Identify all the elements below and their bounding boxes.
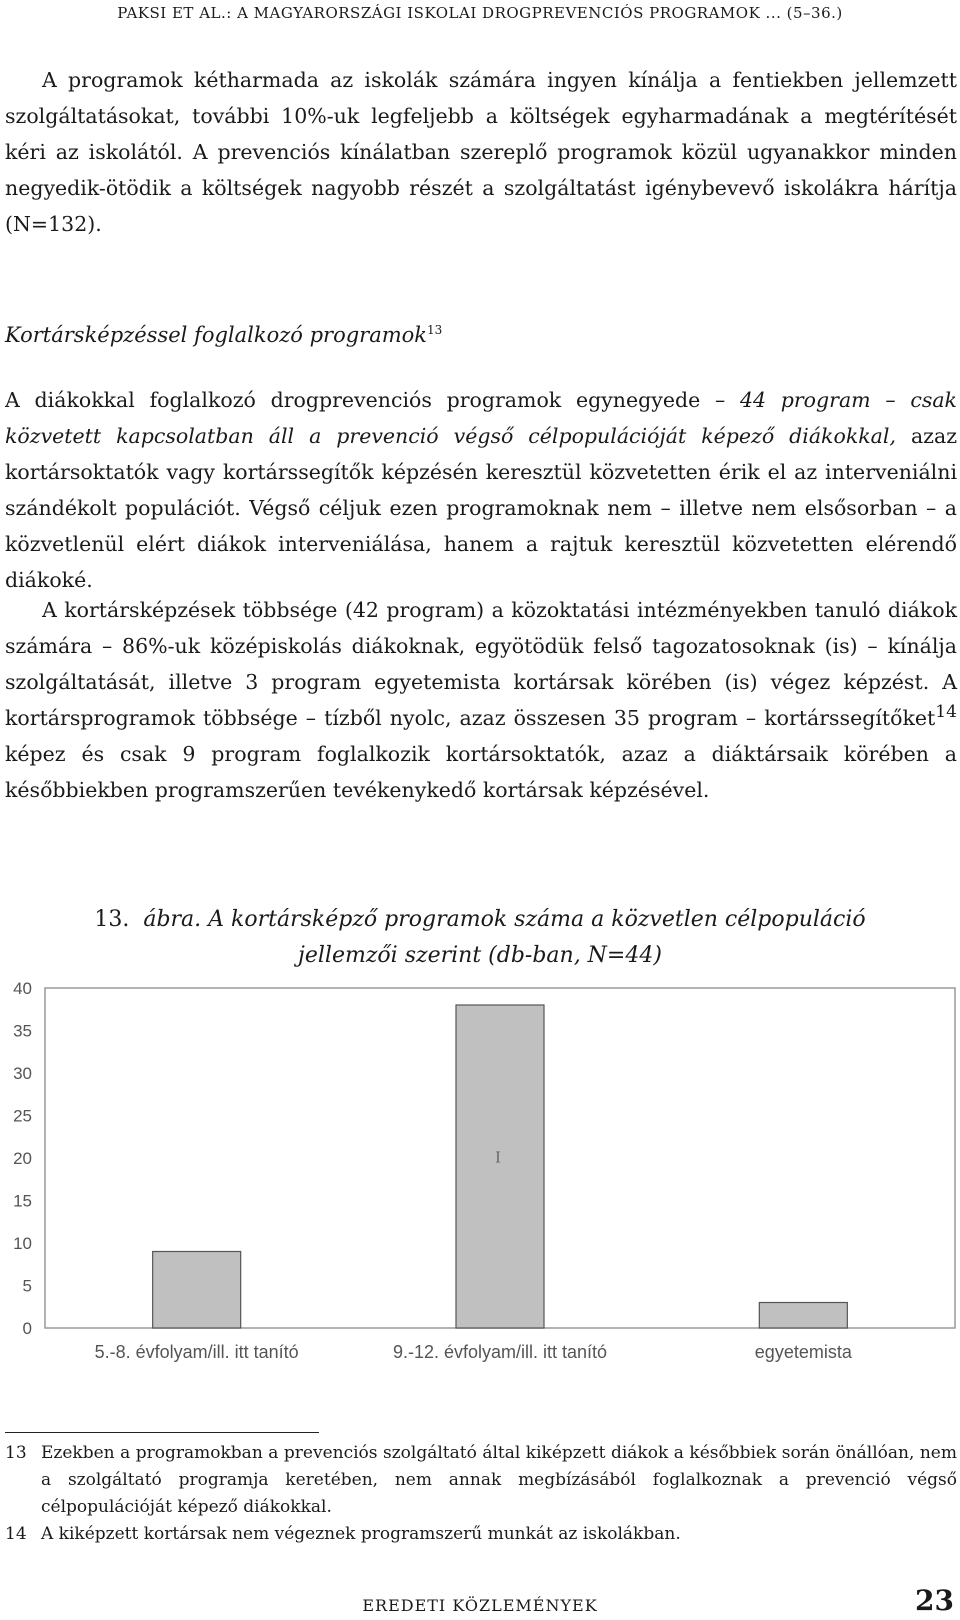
y-tick-label: 25 <box>13 1106 32 1126</box>
y-tick-label: 10 <box>13 1234 32 1253</box>
figure-title-line-2: jellemzői szerint (db-ban, N=44) <box>298 943 662 968</box>
section-heading <box>5 323 442 347</box>
bar-inner-mark: I <box>495 1148 501 1167</box>
figure-caption-line-1 <box>0 902 960 938</box>
footnote-14-number: 14 <box>5 1524 27 1544</box>
y-tick-label: 5 <box>22 1276 32 1296</box>
x-tick-label: 9.-12. évfolyam/ill. itt tanító <box>392 1342 608 1362</box>
footer-section-label: EREDETI KÖZLEMÉNYEK <box>362 1596 598 1615</box>
footnote-rule <box>5 1432 319 1433</box>
bar <box>759 1303 847 1329</box>
footnote-13-number: 13 <box>5 1443 27 1463</box>
footnote-13-text: Ezekben a programokban a prevenciós szolgáltató által kiképzett diákok a későbbiek során önállóan, nem a szolgáltató programja keretében, nem annak megbízásából foglalkoznak a prevenció végső célpopulációját képező diákokkal. <box>41 1443 957 1517</box>
y-tick-label: 0 <box>22 1319 32 1338</box>
footnote-14-text: A kiképzett kortársak nem végeznek programszerű munkát az iskolákban. <box>41 1524 681 1544</box>
section-heading-text: Kortársképzéssel foglalkozó programok <box>5 323 428 347</box>
paragraph-3-end: képez és csak 9 program foglalkozik kortársoktatók, azaz a diáktársaik körében a későbbiekben programszerűen tevékenykedő kortársak képzésével. <box>5 742 957 802</box>
y-tick-label: 35 <box>13 1021 32 1041</box>
y-tick-label: 15 <box>13 1191 32 1211</box>
y-tick-label: 40 <box>13 980 32 998</box>
running-head: PAKSI ET AL.: A MAGYARORSZÁGI ISKOLAI DROGPREVENCIÓS PROGRAMOK ... (5–36.) <box>117 4 843 22</box>
y-tick-label: 30 <box>13 1064 32 1083</box>
figure-caption <box>0 902 960 974</box>
x-tick-label: egyetemista <box>754 1342 852 1362</box>
paragraph-2-start: A diákokkal foglalkozó drogprevenciós programok egynegyede – <box>5 388 740 412</box>
paragraph-2 <box>5 382 957 598</box>
bar <box>456 1005 544 1328</box>
paragraph-2-italic: 44 program – csak közvetett kapcsolatban áll a prevenció végső célpopulációját képező diákokkal, <box>5 388 957 448</box>
figure-number: 13. <box>94 907 130 932</box>
footnote-13 <box>5 1440 957 1521</box>
x-tick-label: 5.-8. évfolyam/ill. itt tanító <box>94 1342 299 1362</box>
footnote-14 <box>5 1521 957 1548</box>
figure-title-line-1: A kortársképző programok száma a közvetlen célpopuláció <box>208 907 866 932</box>
footnote-ref-13: 13 <box>427 323 443 337</box>
footnote-ref-14: 14 <box>935 702 957 723</box>
page-number: 23 <box>915 1584 954 1617</box>
bar <box>153 1252 241 1329</box>
paragraph-2-end: azaz kortársoktatók vagy kortárssegítők képzésén keresztül közvetetten érik el az interveniálni szándékolt populációt. Végső céljuk ezen programoknak nem – illetve nem elsősorban – a közvetlenül elért diákok interveniálása, hanem a rajtuk keresztül közvetetten elérendő diákoké. <box>5 424 957 592</box>
paragraph-3 <box>5 592 957 808</box>
paragraph-1: A programok kétharmada az iskolák számára ingyen kínálja a fentiekben jellemzett szolgáltatásokat, további 10%-uk legfeljebb a költségek egyharmadának a megtérítését kéri az iskolától. A prevenciós kínálatban szereplő programok közül ugyanakkor minden negyedik-ötödik a költségek nagyobb részét a szolgáltatást igénybevevő iskolákra hárítja (N=132). <box>5 68 957 236</box>
bar-chart <box>0 980 960 1365</box>
paragraph-3-start: A kortársképzések többsége (42 program) a közoktatási intézményekben tanuló diákok számára – 86%-uk középiskolás diákoknak, egyötödük felső tagozatosoknak (is) – kínálja szolgáltatását, illetve 3 program egyetemista kortársak körében (is) végez képzést. A kortársprogramok többsége – tízből nyolc, azaz összesen 35 program – kortárssegítőket <box>5 598 957 730</box>
figure-label: ábra. <box>143 907 202 932</box>
y-tick-label: 20 <box>13 1149 32 1168</box>
